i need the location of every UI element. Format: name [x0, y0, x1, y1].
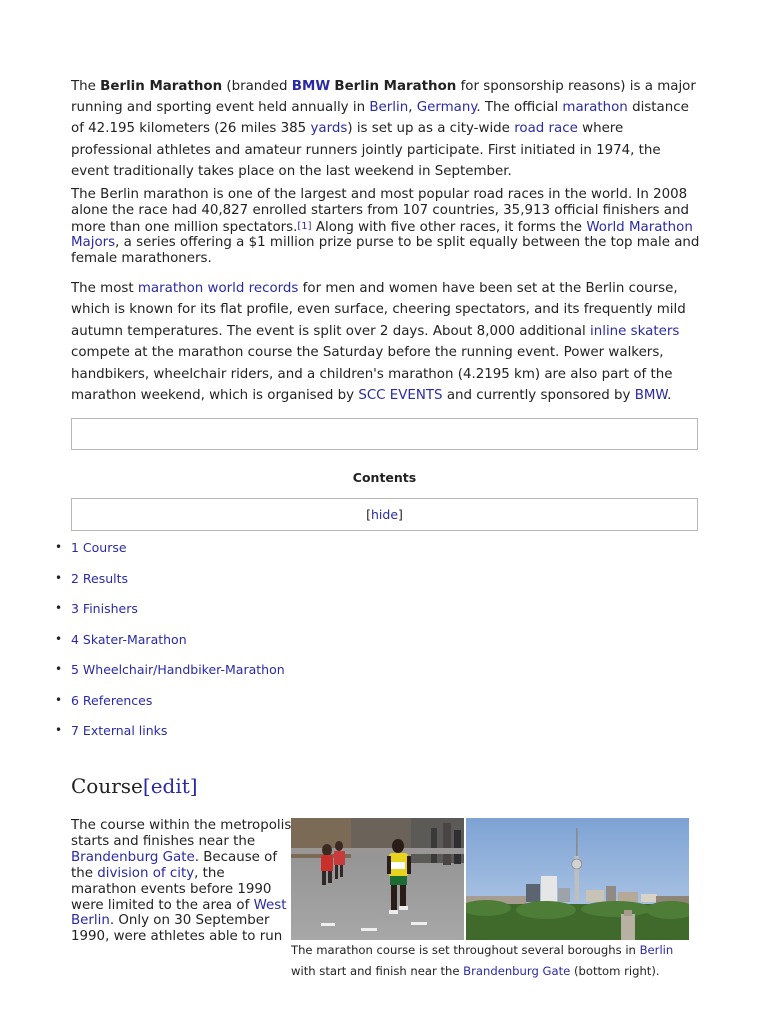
edit-link[interactable]: edit [150, 774, 190, 798]
course-text: The course within the metropolis starts and finishes near the [71, 818, 292, 849]
world-records-link[interactable]: marathon world records [137, 281, 299, 296]
berlin-skyline-photo[interactable] [466, 818, 689, 940]
yards-link[interactable]: yards [310, 121, 348, 137]
intro-text: , [408, 100, 417, 116]
toc-item [55, 540, 285, 571]
marathon-link[interactable]: marathon [562, 100, 628, 116]
intro-text: The [71, 79, 96, 94]
bracket: ] [398, 507, 403, 522]
stats-text: The Berlin marathon is one of the largest and most popular road races in the world. In 2008 alone the race had 40,827 enrolled starters from 107 countries, 35,913 official finishers and more than one million spectators. [71, 187, 689, 235]
course-text: . Only on 30 September 1990, were athletes able to run [71, 913, 283, 945]
contents-toggle-box [71, 498, 698, 531]
contents-title: Contents [352, 470, 417, 485]
intro-paragraph [71, 76, 703, 182]
intro-bold-text: Berlin Marathon [334, 79, 457, 94]
heading-text: Course [71, 774, 143, 798]
caption-text: The marathon course is set throughout several boroughs in [291, 943, 640, 957]
toc-link-skater-marathon[interactable]: 4 Skater-Marathon [71, 631, 187, 647]
section-heading-course [71, 774, 198, 798]
intro-text: (branded [222, 79, 292, 94]
toc-link-wheelchair[interactable]: 5 Wheelchair/Handbiker-Marathon [71, 662, 285, 677]
caption-brandenburg-gate-link[interactable]: Brandenburg Gate [463, 964, 571, 978]
course-text: . Because of the [71, 849, 278, 881]
records-text: The most [71, 281, 138, 296]
records-text: for men and women have been set at the Berlin course, which is known for its flat profile, even surface, cheering spectators, and its frequently mild autumn temperatures. The event is split over 2 days. About 8,000 additional [71, 281, 686, 339]
intro-text: for sponsorship reasons) is a major running and sporting event held annually in [71, 79, 696, 116]
toc-link-finishers[interactable]: 3 Finishers [71, 601, 138, 616]
road-race-link[interactable]: road race [514, 121, 578, 137]
course-text: , the marathon events before 1990 were limited to the area of [71, 865, 272, 913]
caption-berlin-link[interactable]: Berlin [639, 943, 674, 957]
caption-text: with start and finish near the [291, 964, 464, 978]
hide-toggle-link[interactable]: hide [370, 507, 399, 522]
toc-item [55, 632, 285, 663]
scc-events-link[interactable]: SCC EVENTS [358, 388, 443, 404]
brandenburg-gate-link[interactable]: Brandenburg Gate [71, 849, 195, 865]
toc-link-results[interactable]: 2 Results [71, 570, 129, 586]
empty-box [71, 418, 698, 450]
intro-text: distance of 42.195 kilometers (26 miles 385 [71, 100, 689, 137]
toc-item [55, 571, 285, 602]
inline-skaters-link[interactable]: inline skaters [590, 323, 680, 339]
course-paragraph [71, 818, 293, 945]
records-text: . [667, 388, 672, 404]
west-berlin-link[interactable]: West Berlin [71, 897, 287, 929]
germany-link[interactable]: Germany [416, 100, 477, 116]
stats-text: , a series offering a $1 million prize purse to be split equally between the top male and female marathoners. [71, 235, 700, 267]
bracket: [ [142, 774, 151, 798]
intro-text: . The official [476, 100, 563, 116]
bracket: [ [366, 507, 371, 522]
berlin-skyline-illustration [466, 818, 689, 940]
caption-text: (bottom right). [570, 964, 660, 978]
toc-link-course[interactable]: 1 Course [71, 540, 127, 555]
toc-item [55, 601, 285, 632]
stats-paragraph [71, 187, 703, 267]
toc-item [55, 693, 285, 724]
table-of-contents [55, 540, 285, 754]
bracket: ] [189, 774, 198, 798]
runners-photo[interactable] [291, 818, 464, 940]
toc-item [55, 662, 285, 693]
stats-text: Along with five other races, it forms the [311, 219, 587, 235]
article-title-bold: Berlin Marathon [100, 79, 223, 94]
intro-text: ) is set up as a city-wide [347, 121, 515, 137]
bmw-link[interactable]: BMW [291, 79, 331, 94]
records-paragraph [71, 278, 703, 406]
toc-link-external[interactable]: 7 External links [71, 723, 168, 738]
division-of-city-link[interactable]: division of city [97, 865, 195, 881]
toc-item [55, 723, 285, 754]
records-text: compete at the marathon course the Saturday before the running event. Power walkers, handbikers, wheelchair riders, and a children's marathon (4.2195 km) are also part of the marathon weekend, which is organised by [71, 345, 673, 404]
berlin-link[interactable]: Berlin [369, 100, 409, 116]
world-marathon-majors-link[interactable]: World Marathon Majors [71, 219, 693, 251]
intro-text: where professional athletes and amateur runners jointly participate. First initiated in 1974, the event traditionally takes place on the last weekend in September. [71, 121, 661, 179]
bmw-sponsor-link[interactable]: BMW [634, 388, 668, 404]
figure-caption [291, 940, 701, 982]
toc-link-references[interactable]: 6 References [71, 692, 153, 708]
records-text: and currently sponsored by [442, 388, 635, 404]
runners-photo-illustration [291, 818, 464, 940]
reference-link[interactable]: [1] [297, 220, 312, 232]
